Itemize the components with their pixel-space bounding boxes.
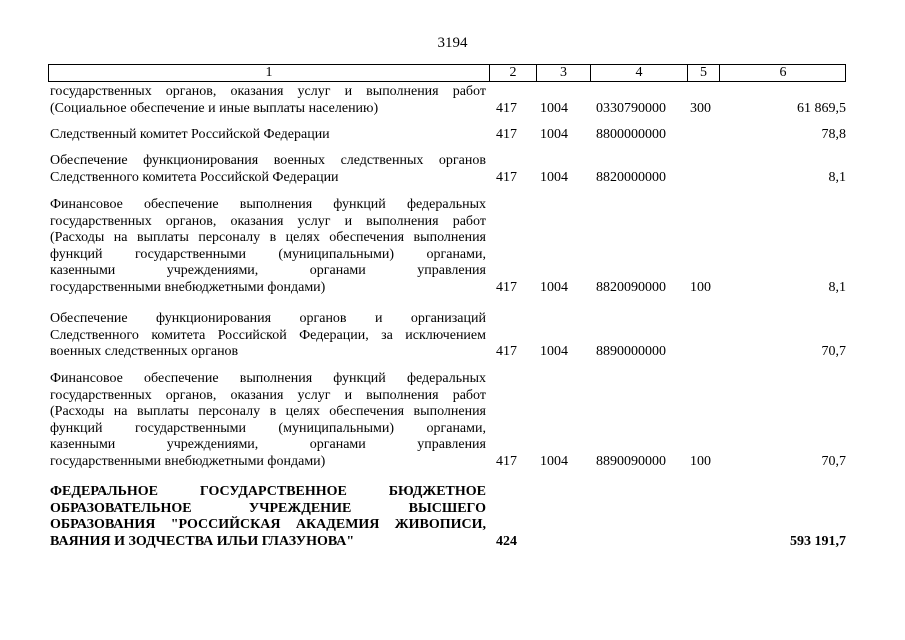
description-line: Обеспечение функционирования военных следственных органов [50,153,486,168]
cell-c2: 417 [496,100,517,116]
description-line: (Расходы на выплаты персоналу в целях обеспечения выполнения [50,230,486,245]
row-description [50,84,486,117]
column-header-3: 3 [537,65,591,81]
description-line: Финансовое обеспечение выполнения функций федеральных [50,197,486,212]
cell-c6: 61 869,5 [797,100,846,116]
description-line: государственных органов, оказания услуг и выполнения работ [50,213,486,229]
row-description [50,197,486,296]
cell-c6: 8,1 [828,279,846,295]
row-description [50,311,486,361]
description-line: ВАЯНИЯ И ЗОДЧЕСТВА ИЛЬИ ГЛАЗУНОВА" [50,533,355,549]
cell-c6: 593 191,7 [790,533,846,549]
cell-c6: 70,7 [821,453,846,469]
column-header-6: 6 [779,65,787,80]
description-line: (Расходы на выплаты персоналу в целях обеспечения выполнения [50,404,486,419]
cell-c4: 8890090000 [596,453,666,469]
cell-c6: 78,8 [821,127,846,142]
description-line: функций государственными (муниципальными) органами, [50,246,486,262]
row-description [50,484,486,550]
cell-c3: 1004 [540,344,568,359]
description-line: государственными внебюджетными фондами) [50,453,326,469]
cell-c4: 0330790000 [596,100,666,116]
cell-c2: 417 [496,169,517,185]
description-line: ФЕДЕРАЛЬНОЕ ГОСУДАРСТВЕННОЕ БЮДЖЕТНОЕ [50,484,486,499]
row-description [50,371,486,470]
cell-c3: 1004 [540,127,568,142]
description-line: функций государственными (муниципальными) органами, [50,420,486,436]
cell-c3: 1004 [540,453,568,469]
row-description [50,127,486,144]
row-description [50,153,486,186]
table-header-row [48,64,846,82]
cell-c6: 70,7 [821,344,846,359]
cell-c3: 1004 [540,279,568,295]
description-line: ОБРАЗОВАНИЯ "РОССИЙСКАЯ АКАДЕМИЯ ЖИВОПИСИ, [50,517,486,532]
description-line: государственных органов, оказания услуг и выполнения работ [50,84,486,99]
description-line: военных следственных органов [50,344,239,359]
cell-c2: 417 [496,279,517,295]
column-header-2: 2 [490,65,537,81]
description-line: (Социальное обеспечение и иные выплаты населению) [50,100,379,116]
description-line: Следственный комитет Российской Федерации [50,127,330,142]
cell-c3: 1004 [540,100,568,116]
description-line: Следственного комитета Российской Федерации [50,169,339,185]
cell-c4: 8800000000 [596,127,666,142]
description-line: ОБРАЗОВАТЕЛЬНОЕ УЧРЕЖДЕНИЕ ВЫСШЕГО [50,500,486,516]
description-line: государственными внебюджетными фондами) [50,279,326,295]
description-line: казенными учреждениями, органами управления [50,263,486,278]
cell-c2: 424 [496,533,517,549]
page-number: 3194 [437,35,468,51]
cell-c4: 8820090000 [596,279,666,295]
column-header-4: 4 [591,65,688,81]
cell-c2: 417 [496,127,517,142]
cell-c4: 8820000000 [596,169,666,185]
cell-c5: 100 [690,279,711,295]
cell-c3: 1004 [540,169,568,185]
cell-c5: 300 [690,100,711,116]
cell-c2: 417 [496,344,517,359]
description-line: Следственного комитета Российской Федерации, за исключением [50,327,486,343]
description-line: казенными учреждениями, органами управления [50,437,486,452]
column-header-1: 1 [49,65,490,81]
description-line: государственных органов, оказания услуг и выполнения работ [50,387,486,403]
cell-c4: 8890000000 [596,344,666,359]
cell-c6: 8,1 [828,169,846,185]
description-line: Обеспечение функционирования органов и организаций [50,311,486,326]
cell-c5: 100 [690,453,711,469]
cell-c2: 417 [496,453,517,469]
description-line: Финансовое обеспечение выполнения функций федеральных [50,371,486,386]
column-header-5: 5 [688,65,720,81]
